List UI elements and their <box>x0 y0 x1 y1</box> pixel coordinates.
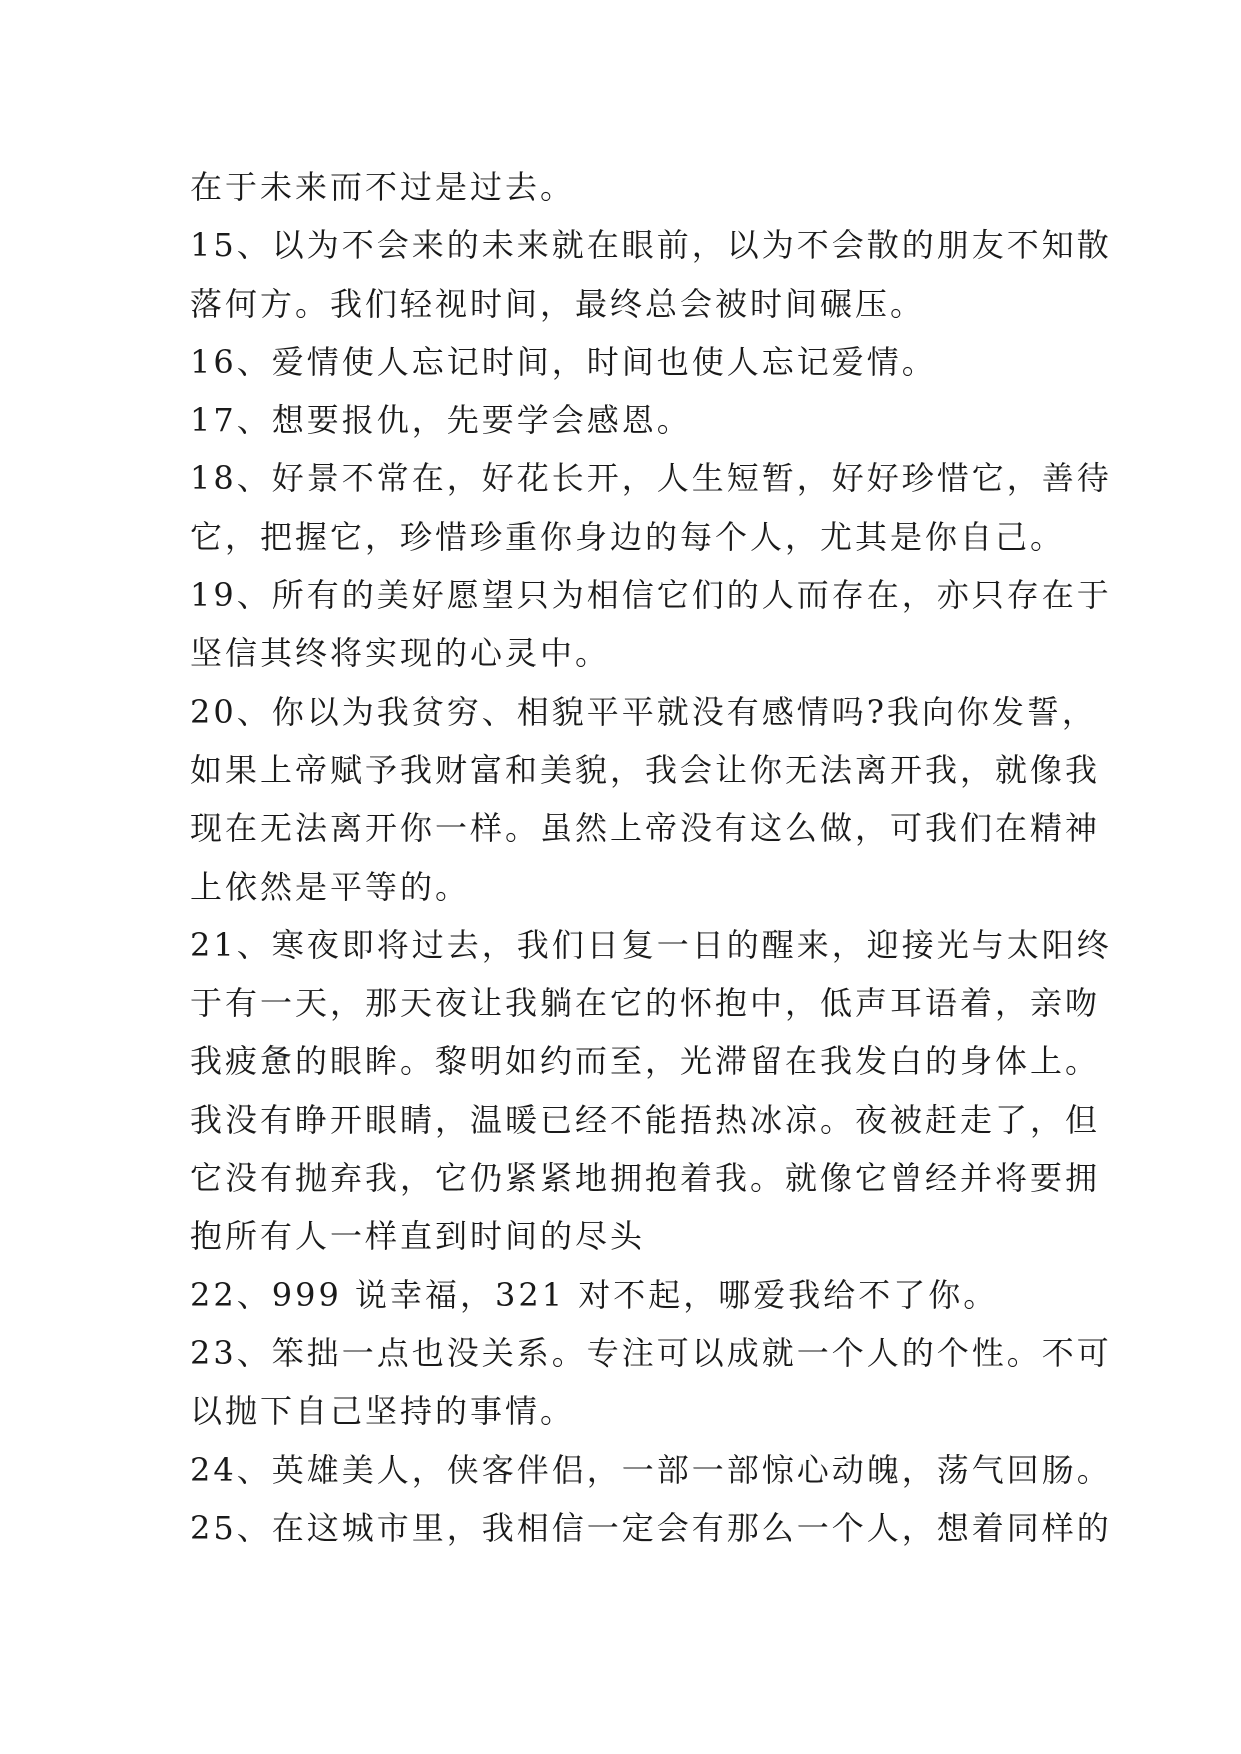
text-line: 15、以为不会来的未来就在眼前，以为不会散的朋友不知散 <box>190 226 1112 265</box>
text-line: 上依然是平等的。 <box>190 867 471 906</box>
text-line: 坚信其终将实现的心灵中。 <box>190 634 611 673</box>
text-line: 19、所有的美好愿望只为相信它们的人而存在，亦只存在于 <box>190 576 1112 615</box>
text-line: 于有一天，那天夜让我躺在它的怀抱中，低声耳语着，亲吻 <box>190 984 1101 1023</box>
text-line: 落何方。我们轻视时间，最终总会被时间碾压。 <box>190 284 926 323</box>
text-line: 抱所有人一样直到时间的尽头 <box>190 1217 646 1256</box>
text-line: 24、英雄美人，侠客伴侣，一部一部惊心动魄，荡气回肠。 <box>190 1450 1112 1489</box>
text-line: 18、好景不常在，好花长开，人生短暂，好好珍惜它，善待 <box>190 459 1112 498</box>
body-text <box>190 158 1112 1557</box>
text-line: 我没有睁开眼睛，温暖已经不能捂热冰凉。夜被赶走了，但 <box>190 1100 1101 1139</box>
text-line: 它没有抛弃我，它仍紧紧地拥抱着我。就像它曾经并将要拥 <box>190 1159 1101 1198</box>
text-line: 21、寒夜即将过去，我们日复一日的醒来，迎接光与太阳终 <box>190 925 1112 964</box>
text-line: 20、你以为我贫穷、相貌平平就没有感情吗?我向你发誓， <box>190 692 1097 731</box>
text-line: 25、在这城市里，我相信一定会有那么一个人，想着同样的 <box>190 1508 1112 1547</box>
text-line: 23、笨拙一点也没关系。专注可以成就一个人的个性。不可 <box>190 1333 1112 1372</box>
text-line: 以抛下自己坚持的事情。 <box>190 1392 576 1431</box>
text-line: 22、999 说幸福，321 对不起，哪爱我给不了你。 <box>190 1275 999 1314</box>
text-line: 现在无法离开你一样。虽然上帝没有这么做，可我们在精神 <box>190 809 1101 848</box>
text-line: 16、爱情使人忘记时间，时间也使人忘记爱情。 <box>190 342 937 381</box>
text-line: 我疲惫的眼眸。黎明如约而至，光滞留在我发白的身体上。 <box>190 1042 1101 1081</box>
text-line: 在于未来而不过是过去。 <box>190 168 576 206</box>
text-line: 它，把握它，珍惜珍重你身边的每个人，尤其是你自己。 <box>190 517 1066 556</box>
text-line: 如果上帝赋予我财富和美貌，我会让你无法离开我，就像我 <box>190 750 1101 789</box>
text-line: 17、想要报仇，先要学会感恩。 <box>190 401 692 440</box>
